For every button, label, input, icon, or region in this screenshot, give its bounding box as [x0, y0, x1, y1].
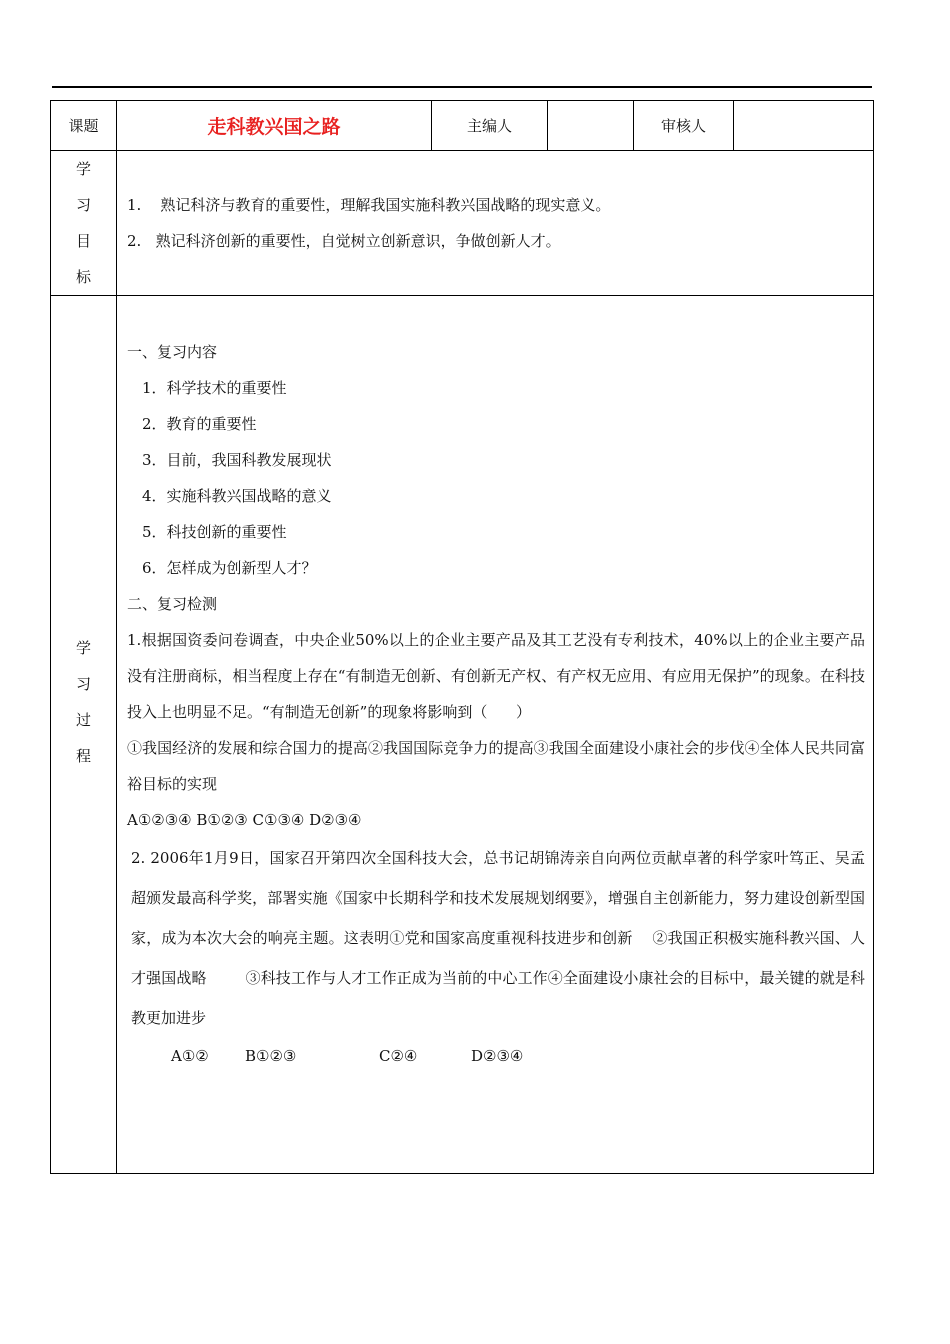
- reviewer-label: 审核人: [634, 101, 734, 151]
- goals-label-char: 学: [75, 160, 91, 178]
- review-item: 1．科学技术的重要性: [142, 379, 287, 397]
- process-label-char: 学: [75, 639, 91, 657]
- goals-label-char: 习: [75, 196, 91, 214]
- header-row: [51, 101, 874, 151]
- header-rule: [52, 86, 872, 88]
- process-label-char: 习: [75, 675, 91, 693]
- question-2-stem: 2. 2006年1月9日，国家召开第四次全国科技大会，总书记胡锦涛亲自向两位贡献卓著的科学家叶笃正、吴孟超颁发最高科学奖，部署实施《国家中长期科学和技术发展规划纲要》，增强自主创新能力，努力建设创新型国家，成为本次大会的响亮主题。这表明①党和国家高度重视科技进步和创新 ②我国正积极实施科教兴国、人才强国战略 ③科技工作与人才工作正成为当前的中心工作④全面建设小康社会的目标中，最关键的就是科教更加进步: [131, 849, 865, 1027]
- review-item: 3．目前，我国科教发展现状: [142, 451, 332, 469]
- review-item: 4．实施科教兴国战略的意义: [142, 487, 332, 505]
- goals-content: [117, 151, 874, 296]
- goals-label: [51, 151, 117, 296]
- review-heading: 一、复习内容: [127, 343, 218, 361]
- review-item: 2．教育的重要性: [142, 415, 257, 433]
- process-label-char: 过: [75, 711, 91, 729]
- question-1-options: A①②③④ B①②③ C①③④ D②③④: [127, 811, 362, 829]
- option-d: D②③④: [471, 1047, 524, 1065]
- review-item: 6．怎样成为创新型人才？: [142, 559, 317, 577]
- topic-label: 课题: [51, 101, 117, 151]
- question-2-options: [127, 1038, 865, 1074]
- process-row: [51, 296, 874, 1174]
- test-heading: 二、复习检测: [127, 595, 218, 613]
- process-content: [117, 296, 874, 1174]
- goals-label-char: 目: [75, 232, 91, 250]
- goal-item: 2. 熟记科济创新的重要性，自觉树立创新意识，争做创新人才。: [127, 232, 561, 250]
- editor-label: 主编人: [432, 101, 548, 151]
- lesson-plan-table: [50, 100, 874, 1174]
- option-b: B①②③: [245, 1047, 297, 1065]
- question-1-statements: ①我国经济的发展和综合国力的提高②我国国际竞争力的提高③我国全面建设小康社会的步伐④全体人民共同富裕目标的实现: [127, 739, 865, 793]
- editor-value: [548, 101, 634, 151]
- question-1-stem: 1.根据国资委问卷调查，中央企业50%以上的企业主要产品及其工艺没有专利技术，40%以上的企业主要产品没有注册商标，相当程度上存在“有制造无创新、有创新无产权、有产权无应用、有应用无保护”的现象。在科技投入上也明显不足。“有制造无创新”的现象将影响到（ ）: [127, 631, 865, 721]
- lesson-title: 走科教兴国之路: [117, 101, 432, 151]
- review-item: 5．科技创新的重要性: [142, 523, 287, 541]
- process-label: [51, 296, 117, 1174]
- process-label-char: 程: [75, 747, 91, 765]
- goals-label-char: 标: [75, 268, 91, 286]
- goal-item: 1. 熟记科济与教育的重要性，理解我国实施科教兴国战略的现实意义。: [127, 196, 611, 214]
- option-c: C②④: [379, 1047, 418, 1065]
- option-a: A①②: [171, 1047, 209, 1065]
- goals-row: [51, 151, 874, 296]
- reviewer-value: [734, 101, 874, 151]
